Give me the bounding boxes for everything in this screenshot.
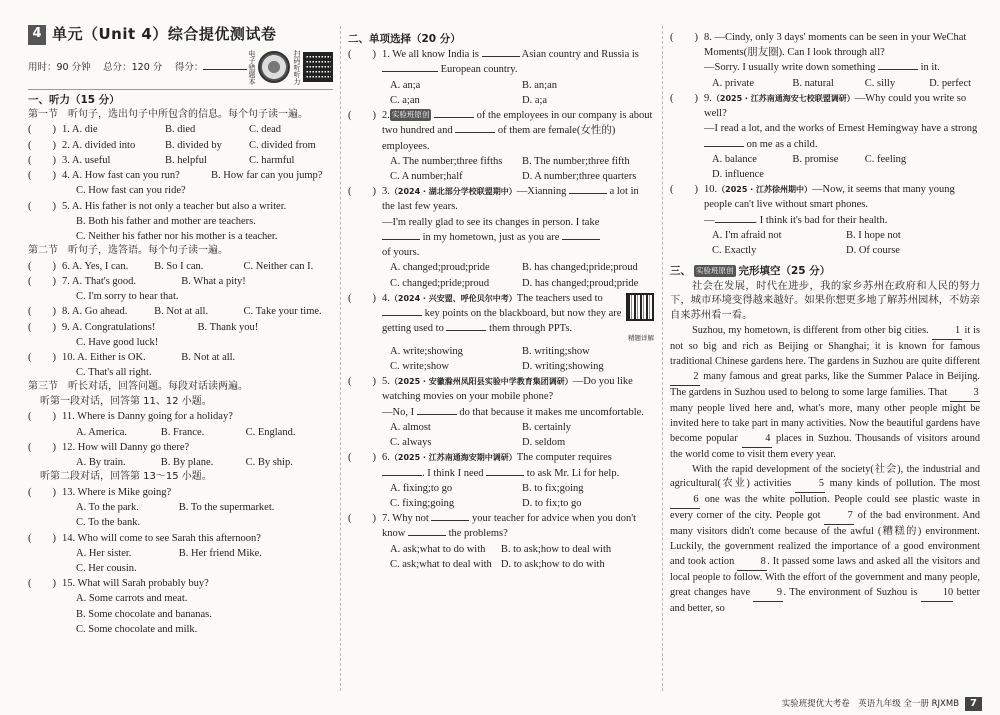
- choice-question-5: ( ) 5.（2025 · 安徽滁州凤阳县实验中学教育集团调研）—Do you like watching movies on your mobile phone? —No, I do that because it makes me uncomfortable.: [348, 376, 644, 418]
- qr-caption: 精题详解: [628, 334, 654, 343]
- question-14-option-c: C. Her cousin.: [76, 562, 137, 574]
- part2-instruction: 第二节 听句子，选答语。每个句子读一遍。: [28, 245, 228, 257]
- question-14: ( ) 14. Who will come to see Sarah this afternoon?: [28, 532, 261, 544]
- source-label: （2025 · 江苏南通海安期中调研）: [389, 453, 517, 463]
- page-title: 单元（Unit 4）综合提优测试卷: [52, 25, 277, 43]
- question-11: ( ) 11. Where is Danny going for a holiday?: [28, 411, 233, 423]
- choice-question-9-options: A. balance B. promise C. feeling D. influence: [712, 153, 907, 180]
- listening-heading: 一、听力（15 分）: [28, 93, 120, 106]
- choice-question-10: ( ) 10.（2025 · 江苏徐州期中）—Now, it seems that many young people can't live without smart phones. — . I think it's bad for their health.: [670, 184, 955, 226]
- meta-row: [28, 50, 333, 90]
- part3-dialogue1: 听第一段对话，回答第 11、12 小题。: [40, 395, 212, 407]
- choice-question-7: ( ) 7. Why not your teacher for advice when you don't know the problems?: [348, 513, 637, 540]
- question-11-options: A. America. B. France. C. England.: [76, 426, 296, 438]
- question-13-option-c: C. To the bank.: [76, 517, 141, 529]
- cloze-heading: 完形填空（25 分）: [738, 265, 831, 278]
- question-9: ( ) 9. A. Congratulations! B. Thank you!: [28, 321, 259, 333]
- part3-dialogue2: 听第二段对话，回答第 13～15 小题。: [40, 471, 212, 483]
- source-label: （2025 · 江苏南通海安七校联盟调研）: [711, 93, 855, 103]
- choice-question-5-options: A. almost B. certainly C. always D. seldom: [390, 421, 571, 449]
- column-listening: [28, 25, 333, 693]
- question-6: ( ) 6. A. Yes, I can. B. So I can. C. Neither can I.: [28, 260, 314, 272]
- question-2: ( ) 2. A. divided into B. divided by C. divided from: [28, 139, 316, 151]
- cloze-intro: 社会在发展，时代在进步，我的家乡苏州在政府和人民的努力下，城市环境变得越来越好。如果你想更多地了解苏州园林，不妨亲自来苏州看一看。: [670, 280, 980, 322]
- wrongbook-qr-icon[interactable]: [258, 51, 290, 83]
- question-1: ( ) 1. A. die B. died C. dead: [28, 124, 282, 136]
- choice-question-6: ( ) 6.（2025 · 江苏南通海安期中调研）The computer requires . I think I need to ask Mr. Li for help.: [348, 452, 620, 479]
- question-13: ( ) 13. Where is Mike going?: [28, 486, 172, 498]
- cloze-paragraph-2: With the rapid development of the society(社会), the industrial and agricultural(农业) activities 5 many kinds of pollution. The most 6 one was the white pollution. People could see plastic waste in every corner of the city. People got 7 of the bad environment. And many visitors didn't come because of the awful (糟糕的) environment. Luckily, the government realized the importance of a good environment and took action 8. It passed some laws and asked all the visitors and local people to follow. With the effort of the government and many people, great changes have 9. The environment of Suzhou is 10 better and better, so: [670, 463, 981, 614]
- detail-qr-icon[interactable]: [626, 293, 654, 321]
- choice-question-1: ( ) 1. We all know India is Asian country and Russia is European country.: [348, 49, 639, 76]
- total-score-label: 总分：120 分: [103, 61, 163, 73]
- column-choice: [348, 30, 654, 693]
- cloze-paragraph-1: Suzhou, my hometown, is different from other big cities. 1 it is not so big and rich as Beijing or Shanghai; it is known for famous traditional Chinese gardens here. The gardens in Suzhou are quite different 2 many famous and great parks, like the Summer Palace in Beijing. The gardens in Suzhou used to belong to some large families. That 3 many people lived here and, what's more, many other people might be invited here to take part in many activities. Now the beautiful gardens have become popular 4 places in Suzhou. Thousands of visitors around the world come to visit them every year.: [670, 325, 981, 460]
- choice-question-8-options: A. private B. natural C. silly D. perfect: [712, 77, 972, 89]
- question-10-option-c: C. That's all right.: [76, 367, 152, 379]
- qr-group: [248, 50, 333, 85]
- question-12: ( ) 12. How will Danny go there?: [28, 441, 190, 453]
- choice-heading: 二、单项选择（20 分）: [348, 33, 461, 45]
- question-5: ( ) 5. A. His father is not only a teacher but also a writer.: [28, 200, 287, 212]
- question-7: ( ) 7. A. That's good. B. What a pity!: [28, 275, 246, 287]
- question-15-option-b: B. Some chocolate and bananas.: [76, 608, 212, 620]
- choice-question-9: ( ) 9.（2025 · 江苏南通海安七校联盟调研）—Why could you write so well? —I read a lot, and the works of Ernest Hemingway have a strong on me as a child.: [670, 92, 978, 150]
- footer-series: 实验班提优大考卷 英语九年级 全一册 RJXMB: [781, 698, 960, 709]
- listening-qr-icon[interactable]: [303, 52, 333, 82]
- question-15-option-c: C. Some chocolate and milk.: [76, 623, 198, 635]
- question-10: ( ) 10. A. Either is OK. B. Not at all.: [28, 352, 236, 364]
- page-number: 7: [965, 697, 982, 712]
- choice-question-10-options: A. I'm afraid not B. I hope not C. Exactly D. Of course: [712, 229, 901, 257]
- question-15: ( ) 15. What will Sarah probably buy?: [28, 578, 209, 590]
- unit-number-badge: 4: [28, 25, 46, 45]
- cloze-heading-row: 三、 实验班原创 完形填空（25 分）: [670, 262, 980, 279]
- qr-label-listening: 扫码听听力: [293, 49, 301, 85]
- choice-question-2: ( ) 2. 实验班原创 of the employees in our company is about two hundred and of them are female(女性的) employees.: [348, 110, 653, 152]
- page-footer: [782, 697, 982, 712]
- question-7-option-c: C. I'm sorry to hear that.: [76, 291, 179, 303]
- question-9-option-c: C. Have good luck!: [76, 336, 159, 348]
- source-label: （2025 · 江苏徐州期中）: [717, 185, 812, 195]
- original-tag: 实验班原创: [391, 110, 430, 120]
- part3-instruction: 第三节 听长对话，回答问题。每段对话读两遍。: [28, 381, 248, 393]
- question-4: ( ) 4. A. How fast can you run? B. How far can you jump?: [28, 170, 323, 182]
- source-label: （2025 · 安徽滁州凤阳县实验中学教育集团调研）: [389, 377, 573, 387]
- question-12-options: A. By train. B. By plane. C. By ship.: [76, 457, 293, 469]
- choice-question-7-options: A. ask;what to do with B. to ask;how to deal with C. ask;what to deal with D. to ask;how to do with: [390, 543, 612, 570]
- choice-question-4: ( ) 4.（2024 · 兴安盟、呼伦贝尔中考）The teachers used to key points on the blackboard, but now they are getting used to them through PPTs.: [348, 291, 654, 337]
- question-5-option-b: B. Both his father and mother are teachers.: [76, 215, 256, 227]
- question-13-options: A. To the park. B. To the supermarket.: [76, 502, 275, 514]
- choice-question-3-options: A. changed;proud;pride B. has changed;pride;proud C. changed;pride;proud D. has changed;proud;pride: [390, 262, 639, 289]
- choice-question-2-options: A. The number;three fifths B. The number;three fifth C. A number;half D. A number;three quarters: [390, 155, 637, 182]
- choice-question-6-options: A. fixing;to go B. to fix;going C. fixing;going D. to fix;to go: [390, 482, 584, 509]
- qr-label-wrongbook: 电子错题本: [248, 49, 256, 85]
- source-label: （2024 · 兴安盟、呼伦贝尔中考）: [389, 293, 517, 303]
- column-cloze: [670, 30, 980, 693]
- question-4-option-c: C. How fast can you ride?: [76, 185, 186, 197]
- choice-question-3: ( ) 3.（2024 · 湖北部分学校联盟期中）—Xianning a lot in the last few years. —I'm really glad to see its changes in person. I take in my hometown, just as you are of yours.: [348, 186, 639, 259]
- source-label: （2024 · 湖北部分学校联盟期中）: [389, 187, 517, 197]
- choice-question-4-options: A. write;showing B. writing;show C. write;show D. writing;showing: [390, 345, 604, 373]
- question-8: ( ) 8. A. Go ahead. B. Not at all. C. Take your time.: [28, 306, 322, 318]
- choice-question-8: ( ) 8. —Cindy, only 3 days' moments can be seen in your WeChat Moments(朋友圈). Can I look through all? —Sorry. I usually write down something in it.: [670, 32, 967, 74]
- question-5-option-c: C. Neither his father nor his mother is a teacher.: [76, 231, 278, 242]
- question-15-option-a: A. Some carrots and meat.: [76, 593, 188, 605]
- score-label: 得分：: [174, 61, 204, 73]
- original-tag: 实验班原创: [696, 265, 734, 275]
- column-divider-1: [340, 26, 341, 691]
- choice-question-1-options: A. an;a B. an;an C. a;an D. a;a: [390, 79, 557, 106]
- column-divider-2: [662, 26, 663, 691]
- time-label: 用时：90 分钟: [28, 61, 91, 73]
- question-14-options: A. Her sister. B. Her friend Mike.: [76, 547, 262, 559]
- part1-instruction: 第一节 听句子，选出句子中所包含的信息。每个句子读一遍。: [28, 108, 308, 120]
- question-3: ( ) 3. A. useful B. helpful C. harmful: [28, 154, 295, 166]
- title-row: [28, 24, 333, 46]
